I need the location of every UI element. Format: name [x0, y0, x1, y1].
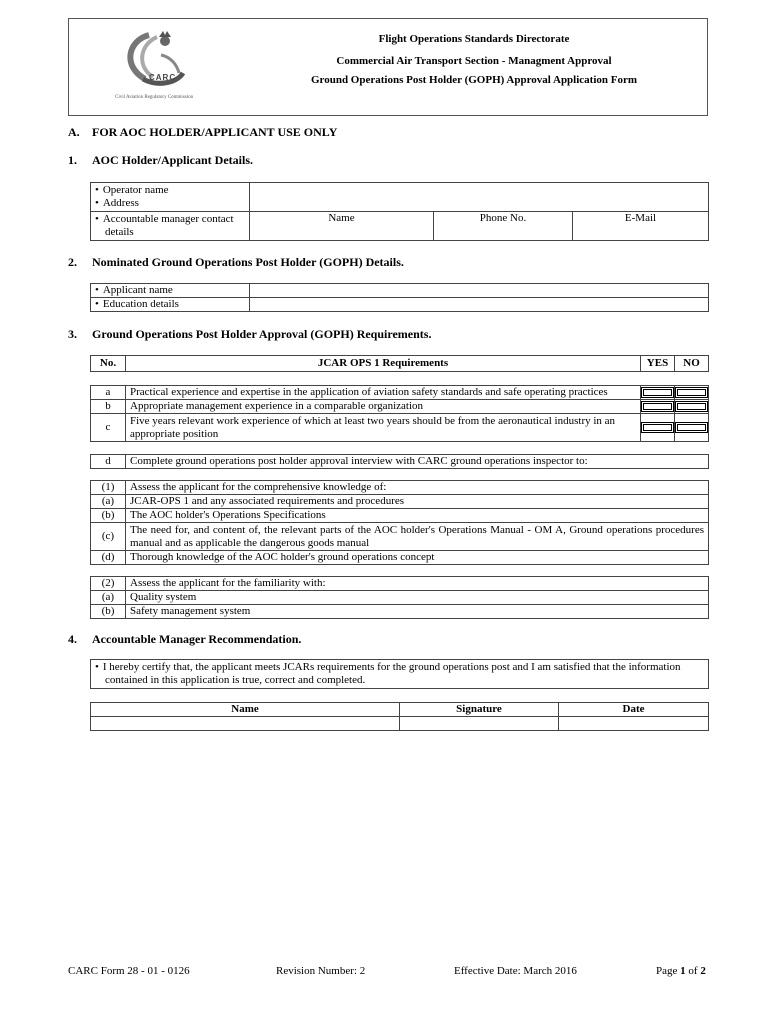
row-text: Practical experience and expertise in the application of aviation safety standards and safe operating practices [126, 386, 641, 400]
sig-col-name: Name [91, 703, 400, 717]
applicant-name-label: • Applicant name [91, 284, 250, 298]
row-no: c [91, 414, 126, 442]
footer-effective-date: Effective Date: March 2016 [454, 965, 577, 977]
logo-text: CARC [149, 73, 177, 82]
table-row: (2) Assess the applicant for the familiarity with: [91, 577, 709, 591]
certification-box [90, 659, 709, 689]
part-a-heading: A. FOR AOC HOLDER/APPLICANT USE ONLY [68, 125, 338, 139]
col-no-answer: NO [675, 356, 709, 372]
table-row: (1) Assess the applicant for the comprehensive knowledge of: [91, 481, 709, 495]
yes-checkbox-b[interactable] [641, 400, 675, 414]
interview-row-table [90, 454, 709, 469]
row-no: a [91, 386, 126, 400]
goph-details-table [90, 283, 709, 312]
row-no: d [91, 455, 126, 469]
section-2-heading: 2. Nominated Ground Operations Post Holder (GOPH) Details. [68, 255, 404, 269]
table-row: (b) Safety management system [91, 605, 709, 619]
table-row [91, 386, 709, 400]
requirements-table [90, 385, 709, 442]
table-row: (a) Quality system [91, 591, 709, 605]
table-row [91, 455, 709, 469]
logo-caption: Civil Aviation Regulatory Commission [115, 95, 194, 100]
footer-page: Page 1 of 2 [656, 965, 706, 977]
no-checkbox-a[interactable] [675, 386, 709, 400]
signature-table [90, 702, 709, 731]
col-phone: Phone No. [434, 212, 573, 241]
section-1-heading: 1. AOC Holder/Applicant Details. [68, 153, 253, 167]
section-title: Commercial Air Transport Section - Managment Approval [336, 55, 612, 67]
signature-field[interactable] [400, 717, 559, 731]
footer-form-number: CARC Form 28 - 01 - 0126 [68, 965, 190, 977]
no-checkbox-b[interactable] [675, 400, 709, 414]
familiarity-table [90, 576, 709, 619]
manager-contact-label: • Accountable manager contact details [91, 212, 250, 241]
applicant-details-table [90, 182, 709, 241]
requirements-header [90, 355, 709, 372]
table-row [91, 400, 709, 414]
section-3-heading: 3. Ground Operations Post Holder Approval (GOPH) Requirements. [68, 327, 432, 341]
row-no: b [91, 400, 126, 414]
table-row: (b) The AOC holder's Operations Specifications [91, 509, 709, 523]
col-no: No. [91, 356, 126, 372]
yes-checkbox-c[interactable] [641, 414, 675, 442]
table-row: (a) JCAR-OPS 1 and any associated requirements and procedures [91, 495, 709, 509]
row-text: Five years relevant work experience of which at least two years should be from the aeronautical industry in an appropriate position [126, 414, 641, 442]
education-field[interactable] [250, 298, 709, 312]
footer-revision: Revision Number: 2 [276, 965, 366, 977]
form-header [68, 18, 708, 116]
table-row [91, 414, 709, 442]
carc-logo-icon [87, 27, 227, 97]
col-requirements: JCAR OPS 1 Requirements [126, 356, 641, 372]
row-text: Complete ground operations post holder approval interview with CARC ground operations inspector to: [126, 455, 709, 469]
date-field[interactable] [559, 717, 709, 731]
education-label: • Education details [91, 298, 250, 312]
table-row: (d) Thorough knowledge of the AOC holder's ground operations concept [91, 551, 709, 565]
yes-checkbox-a[interactable] [641, 386, 675, 400]
form-title: Ground Operations Post Holder (GOPH) Approval Application Form [310, 74, 638, 86]
no-checkbox-c[interactable] [675, 414, 709, 442]
col-name: Name [250, 212, 434, 241]
operator-address-labels: • Operator name • Address [91, 183, 250, 212]
directorate-title: Flight Operations Standards Directorate [378, 33, 570, 45]
col-yes: YES [641, 356, 675, 372]
applicant-name-field[interactable] [250, 284, 709, 298]
carc-logo [87, 27, 227, 107]
section-4-heading: 4. Accountable Manager Recommendation. [68, 632, 302, 646]
certification-text: • I hereby certify that, the applicant meets JCARs requirements for the ground operations post and I am satisfied that the information contained in this application is true, correct and completed. [91, 660, 709, 689]
sig-col-signature: Signature [400, 703, 559, 717]
row-text: Appropriate management experience in a comparable organization [126, 400, 641, 414]
col-email: E-Mail [573, 212, 709, 241]
knowledge-table [90, 480, 709, 565]
operator-address-field[interactable] [250, 183, 709, 212]
sig-col-date: Date [559, 703, 709, 717]
manager-name-field[interactable] [91, 717, 400, 731]
table-row: (c) The need for, and content of, the relevant parts of the AOC holder's Operations Manual - OM A, Ground operations procedures manual and as applicable the dangerous goods manual [91, 523, 709, 551]
